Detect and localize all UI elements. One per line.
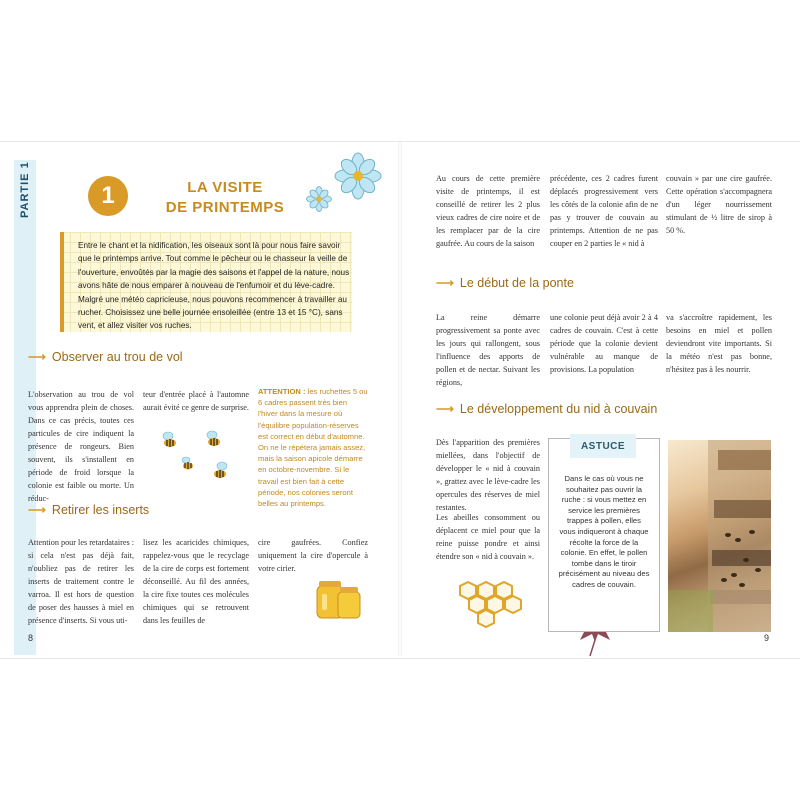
chapter-title-line1: LA VISITE [187, 179, 263, 196]
flower-icon [334, 152, 382, 200]
chapter-number: 1 [88, 176, 128, 216]
intro-text: Entre le chant et la nidification, les oiseaux sont là pour nous faire savoir que le printemps arrive. Tout comme le pêcheur ou le chasseur la veille de l'ouverture, envoûtés par la magie des saisons et l'appel de la nature, nous avons hâte de nous emparer à nouveau de l'enfumoir et du lève-cadre. Malgré une météo capricieuse, nous pouvons recommencer à travailler au rucher. Choisissez une belle journée ensoleillée (entre 13 et 15 °C), sans vent, et allez visiter vos ruches. [78, 241, 350, 331]
page-number-left: 8 [28, 633, 34, 643]
chapter-title [150, 178, 300, 218]
inserts-col3: cire gaufrées. Confiez uniquement la cire d'opercule à votre cirier. [258, 538, 368, 573]
ponte-col3: va s'accroître rapidement, les besoins en miel et pollen deviendront vite importants. Si la météo n'est pas bonne, n'hésitez pas à les nourrir. [666, 313, 772, 374]
astuce-title: ASTUCE [570, 434, 636, 458]
honeycomb-icon [448, 580, 524, 630]
top-col1: Au cours de cette première visite de printemps, il est conseillé de retirer les 2 plus vieux cadres de cire noire et de les remplacer par de la cire gaufrée. Au cours de la saison [436, 174, 540, 248]
ponte-col1: La reine démarre progressivement sa ponte avec les jours qui rallongent, sous l'influence des apports de pollen et de nectar. Suivant les régions, [436, 313, 540, 387]
book-gutter [398, 142, 402, 656]
honey-jar-icon [314, 572, 364, 622]
top-col3: couvain » par une cire gaufrée. Cette opération s'accompagnera d'un léger nourrissement stimulant de ½ litre de sirop à 50 %. [666, 174, 772, 235]
nid-text2: Les abeilles consomment ou déplacent ce miel pour que la reine puisse pondre et ainsi étendre son « nid à couvain ». [436, 513, 540, 561]
bee-icon [182, 457, 193, 470]
heading-ponte: ⟶ Le début de la ponte [436, 276, 574, 290]
bees-illustration [160, 428, 250, 488]
beehive-photo [668, 440, 771, 632]
observer-col2: teur d'entrée placé à l'automne aurait évité ce genre de surprise. [143, 390, 249, 412]
arrow-icon: ⟶ [436, 276, 454, 290]
nid-text1: Dès l'apparition des premières miellées, dans l'objectif de développer le « nid à couvain », grattez avec le lève-cadre les opercules des réserves de miel restantes. [436, 438, 540, 512]
flower-icon [306, 186, 332, 212]
bee-icon [207, 431, 220, 446]
heading-nid: ⟶ Le développement du nid à couvain [436, 402, 658, 416]
attention-note: ATTENTION : les ruchettes 5 ou 6 cadres passent très bien l'hiver dans la mesure où l'équilibre population-réserves est correct en début d'automne. On ne le répétera jamais assez, mais la saison apicole démarre en octobre-novembre. Si le travail est bien fait à cette période, nos colonies seront belles au printemps. [258, 387, 368, 509]
astuce-text: Dans le cas où vous ne souhaitez pas ouvrir la ruche : si vous mettez en service les premières trappes à pollen, elles vous indiqueront à chaque récolte la force de la colonie. En effet, le pollen tombe dans le tiroir précisément au niveau des cadres de couvain. [558, 474, 650, 589]
beehive-photo-illustration [668, 440, 771, 632]
arrow-icon: ⟶ [28, 350, 46, 364]
heading-inserts: ⟶ Retirer les inserts [28, 503, 150, 517]
chapter-title-line2: DE PRINTEMPS [165, 199, 285, 216]
intro-box-accent [60, 232, 64, 332]
bee-icon [163, 432, 176, 447]
heading-observer: ⟶ Observer au trou de vol [28, 350, 183, 364]
inserts-col2: lisez les acaricides chimiques, rappelez-vous que le recyclage de la cire de corps est fortement déconseillé. Au fil des années, la cire fixe toutes ces molécules chimiques qui se retrouvent dans les feuilles de [143, 538, 249, 625]
observer-col1: L'observation au trou de vol vous apprendra plein de choses. Dans ce cas précis, toutes ces particules de cire indiquent la présence de rongeurs. Bien souvent, ils s'installent en période de froid lorsque la colonie est faible ou morte. Un réduc- [28, 390, 134, 503]
inserts-col1: Attention pour les retardataires : si cela n'est pas déjà fait, n'oubliez pas de retirer les inserts de traitement contre le varroa. Il est hors de question de poser des hausses à miel en présence d'inserts. Si vous uti- [28, 538, 134, 625]
arrow-icon: ⟶ [436, 402, 454, 416]
bee-icon [214, 462, 227, 478]
page-number-right: 9 [764, 633, 770, 643]
arrow-icon: ⟶ [28, 503, 46, 517]
top-col2: précédente, ces 2 cadres furent déplacés progressivement vers les côtés de la colonie afin de ne pas y trouver de couvain au printemps. Attention de ne pas couper en 2 parties le « nid à [550, 174, 658, 248]
ponte-col2: une colonie peut déjà avoir 2 à 4 cadres de couvain. C'est à cette période que la colonie devient vulnérable au manque de provisions. La population [550, 313, 658, 374]
section-tab-label: PARTIE 1 [19, 161, 31, 219]
